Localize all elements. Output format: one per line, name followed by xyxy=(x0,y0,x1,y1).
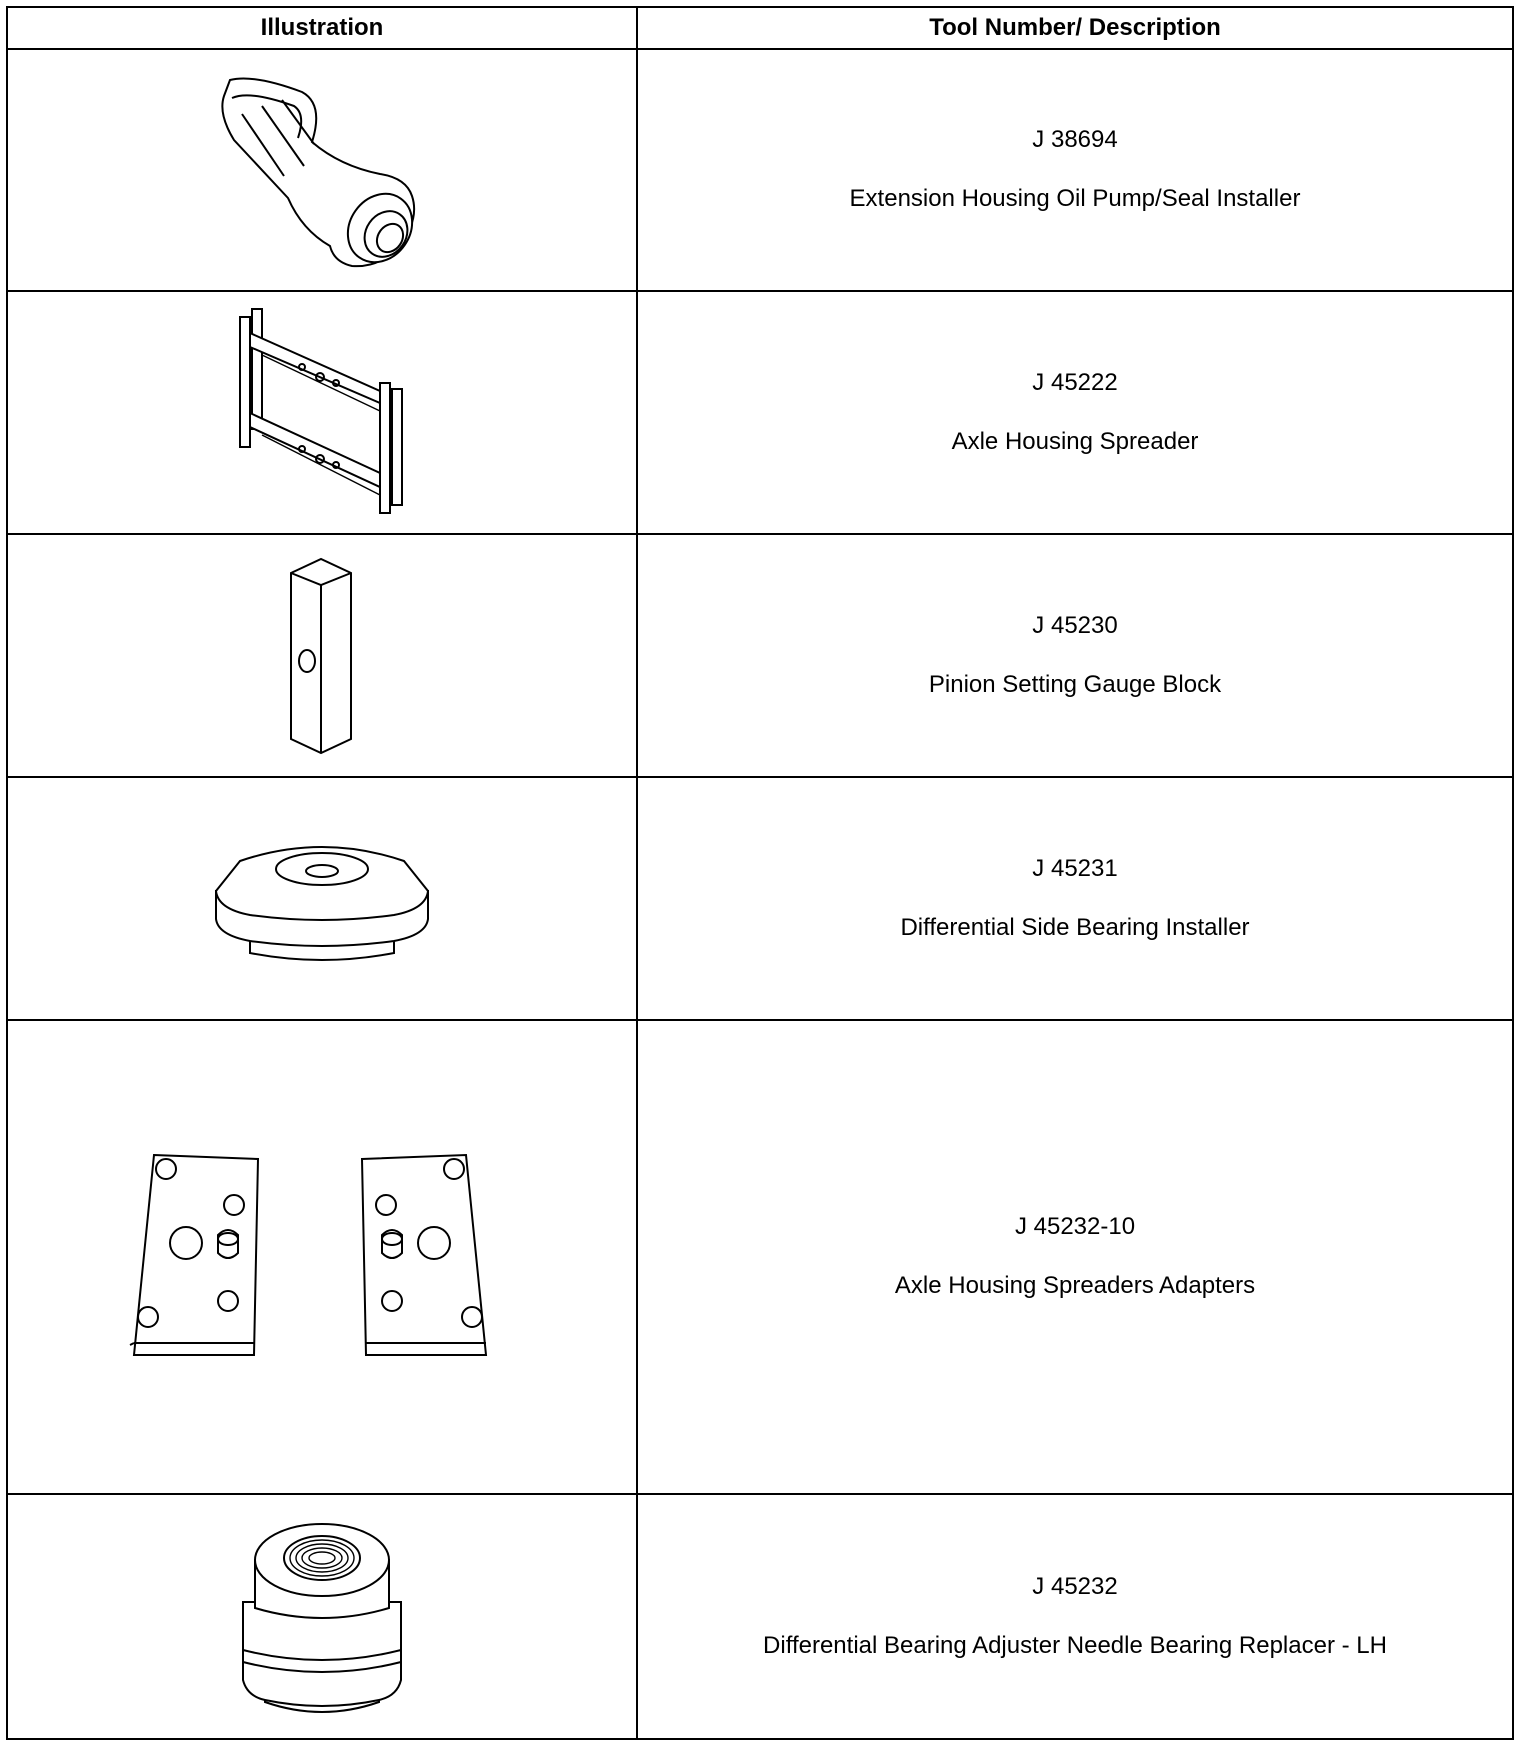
illustration-cell xyxy=(7,777,637,1020)
tool-number: J 38694 xyxy=(1032,126,1118,154)
header-row xyxy=(7,7,1513,49)
tool-number: J 45222 xyxy=(1032,368,1118,396)
needle-bearing-replacer-icon xyxy=(237,1512,407,1722)
illustration-cell xyxy=(7,1020,637,1494)
table-row xyxy=(7,1020,1513,1494)
tool-description: Extension Housing Oil Pump/Seal Installer xyxy=(849,185,1301,212)
illustration-cell xyxy=(7,291,637,534)
table-row xyxy=(7,1494,1513,1739)
illustration-cell xyxy=(7,1494,637,1739)
illustration-cell xyxy=(7,49,637,291)
illustration-cell xyxy=(7,534,637,777)
description-cell xyxy=(637,534,1513,777)
table-row xyxy=(7,49,1513,291)
table-row xyxy=(7,534,1513,777)
tools-table xyxy=(6,6,1514,1740)
description-cell xyxy=(637,49,1513,291)
axle-spreader-icon xyxy=(232,303,412,523)
tool-description: Axle Housing Spreader xyxy=(951,427,1199,455)
description-cell xyxy=(637,1494,1513,1739)
tool-description: Axle Housing Spreaders Adapters xyxy=(894,1272,1256,1299)
left-adapter-plate xyxy=(130,1155,258,1355)
tool-number: J 45230 xyxy=(1032,611,1118,639)
tool-number: J 45232-10 xyxy=(1014,1213,1136,1241)
right-adapter-plate xyxy=(362,1155,486,1355)
tool-description: Differential Side Bearing Installer xyxy=(900,913,1250,941)
description-header: Tool Number/ Description xyxy=(637,7,1513,49)
illustration-header: Illustration xyxy=(7,7,637,49)
description-cell xyxy=(637,1020,1513,1494)
table-row xyxy=(7,291,1513,534)
spreader-adapters-icon xyxy=(122,1147,522,1367)
table-row xyxy=(7,777,1513,1020)
description-cell xyxy=(637,777,1513,1020)
tool-description: Pinion Setting Gauge Block xyxy=(928,670,1222,698)
description-cell xyxy=(637,291,1513,534)
tool-number: J 45231 xyxy=(1032,854,1118,882)
seal-installer-icon xyxy=(202,70,442,270)
tool-number: J 45232 xyxy=(1032,1572,1118,1600)
bearing-installer-icon xyxy=(212,829,432,969)
gauge-block-icon xyxy=(277,551,367,761)
tool-description: Differential Bearing Adjuster Needle Bearing Replacer - LH xyxy=(763,1631,1387,1659)
